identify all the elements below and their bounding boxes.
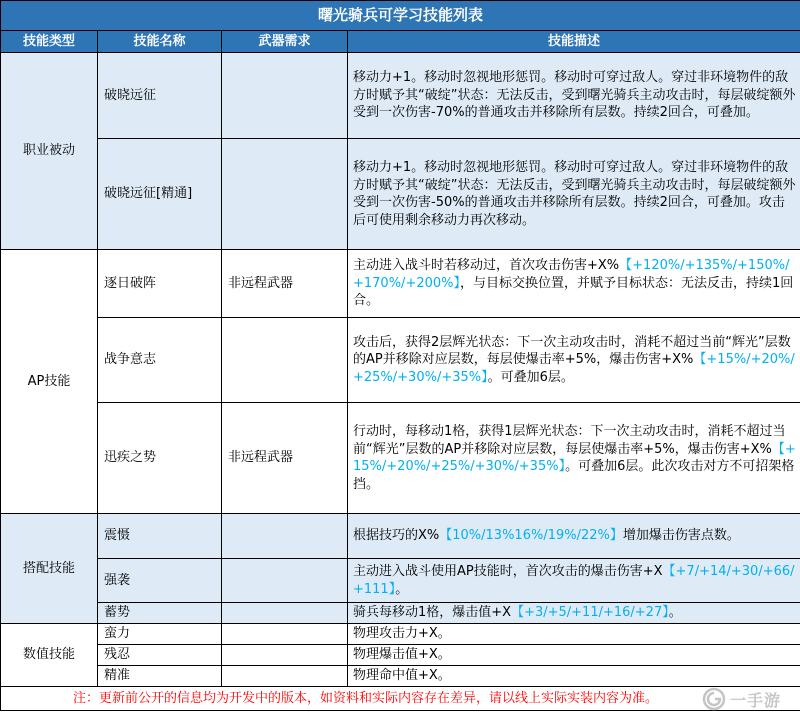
description-text: 。 (668, 605, 682, 621)
skill-row (1, 250, 800, 318)
skill-description-cell (348, 645, 800, 666)
skill-description-cell (348, 603, 800, 624)
weapon-requirement-cell (222, 514, 348, 559)
description-values-highlight: 【+120%/+135%/+150%/+170%/+200%】 (353, 258, 790, 291)
watermark-logo-icon (702, 687, 726, 711)
skill-row (1, 403, 800, 514)
description-text: 物理攻击力+X。 (353, 626, 451, 642)
skill-description-cell (348, 403, 800, 514)
description-values-highlight: 【10%/13%16%/19%/22%】 (439, 528, 623, 544)
description-text: 物理爆击值+X。 (353, 647, 451, 663)
watermark-logo (702, 686, 794, 712)
weapon-requirement-cell (222, 624, 348, 645)
header-skill-description: 技能描述 (348, 31, 800, 53)
watermark-text: 一手游 (730, 690, 782, 710)
skill-row (1, 603, 800, 624)
skill-type-cell: 职业被动 (1, 53, 98, 250)
description-values-highlight: 【+15%/+20%/+25%/+30%/+35%】 (353, 352, 795, 385)
skill-row (1, 514, 800, 559)
skill-description-cell (348, 624, 800, 645)
description-text: 。可叠加6层。 (487, 369, 574, 385)
weapon-requirement-cell: 非远程武器 (222, 403, 348, 514)
description-values-highlight: 【+7/+14/+30/+66/+111】 (353, 564, 795, 597)
weapon-requirement-cell (222, 666, 348, 687)
description-text: 移动力+1。移动时忽视地形惩罚。移动时可穿过敌人。穿过非环境物件的敌方时赋予其“破绽”状态：无法反击，受到曙光骑兵主动攻击时，每层破绽额外受到一次伤害-70%的普通攻击并移除所有层数。持续2回合，可叠加。 (353, 70, 796, 121)
weapon-requirement-cell (222, 53, 348, 139)
title-row (1, 1, 800, 31)
description-text: 增加爆击伤害点数。 (622, 528, 740, 544)
skill-name-cell: 强袭 (98, 559, 222, 603)
table-title: 曙光骑兵可学习技能列表 (1, 1, 800, 31)
weapon-requirement-cell (222, 318, 348, 403)
skill-description-cell (348, 318, 800, 403)
skill-name-cell: 逐日破阵 (98, 250, 222, 318)
skill-row (1, 139, 800, 250)
disclaimer-note: 注：更新前公开的信息均为开发中的版本，如资料和实际内容存在差异，请以线上实际实装内容为准。 (1, 687, 800, 711)
skill-name-cell: 精准 (98, 666, 222, 687)
description-text: 攻击后，获得2层辉光状态：下一次主动攻击时，消耗不超过当前“辉光”层数的AP并移除对应层数，每层使爆击率+5%，爆击伤害+X% (353, 334, 791, 368)
weapon-requirement-cell (222, 139, 348, 250)
skill-type-cell: AP技能 (1, 250, 98, 514)
description-values-highlight: 【+3/+5/+11/+16/+27】 (511, 605, 669, 621)
skill-description-cell (348, 250, 800, 318)
skill-name-cell: 破晓远征 (98, 53, 222, 139)
description-text: 移动力+1。移动时忽视地形惩罚。移动时可穿过敌人。穿过非环境物件的敌方时赋予其“破绽”状态：无法反击，受到曙光骑兵主动攻击时，每层破绽额外受到一次伤害-50%的普通攻击并移除所有层数。持续2回合，可叠加。攻击后可使用剩余移动力再次移动。 (353, 160, 796, 228)
weapon-requirement-cell: 非远程武器 (222, 250, 348, 318)
skill-type-cell: 数值技能 (1, 624, 98, 687)
skill-row (1, 318, 800, 403)
skill-name-cell: 残忍 (98, 645, 222, 666)
weapon-requirement-cell (222, 603, 348, 624)
skill-name-cell: 迅疾之势 (98, 403, 222, 514)
skill-row (1, 53, 800, 139)
skill-description-cell (348, 53, 800, 139)
header-skill-name: 技能名称 (98, 31, 222, 53)
header-skill-type: 技能类型 (1, 31, 98, 53)
note-row (1, 687, 800, 711)
weapon-requirement-cell (222, 645, 348, 666)
skill-row (1, 645, 800, 666)
header-row (1, 31, 800, 53)
description-text: ，与目标交换位置，并赋予目标状态：无法反击，持续1回合。 (353, 275, 794, 309)
skill-type-cell: 搭配技能 (1, 514, 98, 624)
description-text: 骑兵每移动1格，爆击值+X (353, 605, 512, 621)
skill-name-cell: 战争意志 (98, 318, 222, 403)
header-weapon-requirement: 武器需求 (222, 31, 348, 53)
description-text: 主动进入战斗时若移动过，首次攻击伤害+X% (353, 258, 620, 274)
skill-description-cell (348, 514, 800, 559)
description-text: 主动进入战斗使用AP技能时，首次攻击的爆击伤害+X (353, 564, 663, 579)
description-text: 。 (395, 581, 409, 597)
description-text: 。可叠加6层。此次攻击对方不可招架格挡。 (353, 459, 795, 492)
skill-name-cell: 蛮力 (98, 624, 222, 645)
skill-name-cell: 破晓远征[精通] (98, 139, 222, 250)
skill-row (1, 559, 800, 603)
description-text: 根据技巧的X% (353, 528, 440, 544)
description-values-highlight: 【+15%/+20%/+25%/+30%/+35%】 (353, 441, 796, 474)
skill-description-cell (348, 559, 800, 603)
skill-table-body (1, 1, 800, 711)
skill-description-cell (348, 139, 800, 250)
description-text: 物理命中值+X。 (353, 668, 451, 684)
skill-description-cell (348, 666, 800, 687)
skill-row (1, 666, 800, 687)
skill-name-cell: 蓄势 (98, 603, 222, 624)
description-text: 行动时，每移动1格，获得1层辉光状态：下一次主动攻击时，消耗不超过当前“辉光”层数的AP并移除对应层数，每层使爆击率+5%，爆击伤害+X% (353, 424, 786, 457)
weapon-requirement-cell (222, 559, 348, 603)
skill-row (1, 624, 800, 645)
skill-name-cell: 震慑 (98, 514, 222, 559)
